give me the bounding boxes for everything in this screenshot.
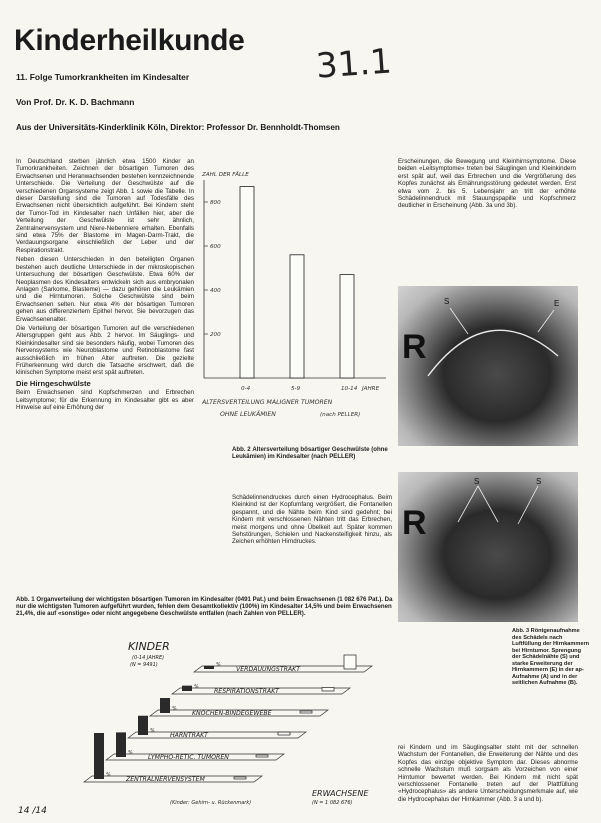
caption-label: Abb. 1 (16, 596, 35, 603)
caption-label: Abb. 2 (232, 446, 251, 453)
group-adult-sub: (N = 1 082 676) (312, 800, 353, 806)
xray-label: S (536, 477, 542, 486)
chart-x-tick-label: 0-4 (241, 386, 251, 392)
diagram-adult-bar (278, 732, 290, 735)
group-adult-label: ERWACHSENE (312, 789, 369, 798)
chart-source: (nach PELLER) (320, 412, 361, 418)
diagram-row-label: LYMPHO-RETIC. TUMOREN (148, 754, 229, 761)
caption-text: Altersverteilung bösartiger Geschwülste (ohne Leukämien) im Kindesalter (nach PELLER) (232, 446, 388, 461)
diagram-row-label: ZENTRALNERVENSYSTEM (126, 776, 205, 783)
author-line: Von Prof. Dr. K. D. Bachmann (16, 97, 135, 107)
caption-text: Röntgenaufnahme des Schädels nach Luftfüllung der Hirnkammern bei Hirntumor. Sprengung der Schädelnähte (S) und starke Erweiterung der Hirnkammern (E) in der ap-Aufnahme (A) und in der seitlichen Aufnahme (B). (512, 628, 590, 686)
body-column-3-lower (398, 744, 578, 805)
section-heading: Die Hirngeschwülste (16, 378, 91, 388)
organ-distribution-diagram (50, 632, 390, 810)
paragraph: Beim Erwachsenen sind Kopfschmerzen und Erbrechen Leitsymptome; für die Erkennung im Kindesalter gibt es aber Hinweise auf eine Erhöhung der (16, 389, 194, 411)
caption-text: Organverteilung der wichtigsten bösartigen Tumoren im Kindesalter (0491 Pat.) und beim Erwachsenen (1 082 676 Pat.). Da nur die wichtigsten Tumoren aufgeführt wurden, fehlen dem Gesamtkollektiv (100%) im Kindesalter 14,5% und beim Erwachsenen 21,4%, die auf «sonstige» oder nicht angegebene Geschwülste entfallen (nach Zahlen von PELLER). (16, 596, 393, 618)
xray-label: E (554, 299, 560, 308)
diagram-row-label: KNOCHEN-BINDEGEWEBE (192, 710, 272, 717)
diagram-child-bar (160, 698, 170, 713)
diagram-adult-bar (300, 711, 312, 713)
chart-xunit: JAHRE (362, 386, 380, 392)
xray-photo-a (398, 286, 578, 446)
diagram-adult-bar (322, 688, 334, 692)
diagram-row-label: VERDAUUNGSTRAKT (236, 666, 300, 673)
paragraph: rei Kindern und im Säuglingsalter steht mit der schnellen Wachstum der Fontanellen, die Erweiterung der Nähte und des Kopfes das einzige objektive Symptom dar. Dieses abnorme schnelle Wachstum muß sorgsam als Vorzeichen von einer Hirntumor bewertet werden. Bei Kindern mit nicht spät verschlossener Fontanelle treten auf der Plattfüllung «Hydrocephalus» als andere Unterscheidungsmerkmale auf, wie die Hydrocephalus der Hirnkammer (Abb. 3 a und b). (398, 744, 578, 803)
body-column-3 (398, 158, 576, 212)
figure-3-caption (512, 628, 590, 687)
diagram-child-bar (182, 686, 192, 691)
paragraph: Die Verteilung der bösartigen Tumoren auf die verschiedenen Altersgruppen geht aus Abb. 2 hervor. Im Säuglings- und Kleinkindesalter sind sie besonders häufig, wobei Tumoren des Nervensystems wie Neuroblastome und Retinoblastome fast ausschließlich im frühen Alter auftreten. Die gezielte Früherkennung wird durch die Tatsache erschwert, daß die klinischen Symptome meist erst spät auftreten. (16, 324, 194, 377)
chart-y-tick-label: 600 (210, 244, 221, 250)
caption-label: Abb. 3 (512, 628, 530, 634)
chart-y-tick-label: 200 (210, 332, 221, 338)
handwritten-note: 31.1 (314, 41, 394, 87)
chart-x-tick-label: 10-14 (341, 386, 358, 392)
diagram-child-bar (116, 732, 126, 757)
chart-title-line2: OHNE LEUKÄMIEN (220, 411, 276, 418)
chart-bar (340, 275, 354, 378)
group-child-sub: (N = 9491) (130, 662, 158, 668)
article-title: Kinderheilkunde (14, 24, 245, 57)
chart-y-tick-label: 800 (210, 200, 221, 206)
diagram-percent-mark: % (172, 706, 177, 712)
diagram-row-label: RESPIRATIONSTRAKT (214, 688, 279, 695)
chart-y-tick-label: 400 (210, 288, 221, 294)
chart-ylabel: ZAHL DER FÄLLE (202, 172, 249, 178)
diagram-row-label: HARNTRAKT (170, 732, 208, 739)
xray-photo-b (398, 472, 578, 622)
paragraph: Erscheinungen, die Bewegung und Kleinhirnsymptome. Diese beiden «Leitsymptome» treten bei Säuglingen und Kleinkindern erst spät auf, weil das Erbrechen und die Vergrößerung des Kopfes zunächst als Ernährungsstörung gedeutet werden. Erst etwa vom 2. bis 5. Lebensjahr an tritt der erhöhte Schädelinnendruck mit Stauungspapille und Kopfschmerz deutlicher in Erscheinung (Abb. 3a und 3b). (398, 158, 576, 210)
diagram-percent-mark: % (216, 662, 221, 668)
chart-bar (290, 255, 304, 378)
diagram-child-bar (138, 716, 148, 735)
group-child-sub: (0-14 JAHRE) (132, 655, 165, 661)
figure-2-caption (232, 446, 392, 460)
diagram-percent-mark: % (106, 772, 111, 778)
paragraph: Neben diesen Unterschieden in den beteiligten Organen bestehen auch deutliche Unterschiede in der mikroskopischen Untersuchung der bösartigen Geschwülste. Etwa 60% der Neoplasmen des Kindesalters entwickeln sich aus embryonalen Anlagen (Sarkome, Blasteme) — dazu gehören die Leukämien und die Hirntumoren. Solche Geschwülste sind beim Erwachsenen selten. Nur etwa 4% der bösartigen Tumoren gehen aus differenziertem Epithel hervor. Sie bevorzugen das Erwachsenenalter. (16, 256, 194, 323)
paragraph: Schädelinnendruckes durch einen Hydrocephalus. Beim Kleinkind ist der Kopfumfang vergrößert, die Fontanellen gespannt, und die Nähte beim Kind sind gedehnt; bei Kindern mit verschlossenen Nähten tritt das Erbrechen, meist morgens und ohne Übelkeit auf. Später kommen Sehstörungen, Schielen und Nackensteifigkeit hinzu, als Zeichen erhöhten Hirndruckes. (232, 494, 392, 546)
diagram-adult-bar (234, 777, 246, 779)
diagram-child-bar (204, 666, 214, 669)
cns-note: (Kinder: Gehirn- u. Rückenmark) (170, 800, 252, 806)
diagram-percent-mark: % (150, 728, 155, 734)
diagram-percent-mark: % (194, 684, 199, 690)
body-column-1 (16, 158, 194, 413)
xray-letter: R (402, 504, 427, 542)
xray-label: S (474, 477, 480, 486)
chart-x-tick-label: 5-9 (291, 386, 301, 392)
chart-bar (240, 187, 254, 378)
body-column-2 (232, 494, 392, 548)
age-distribution-chart (200, 160, 390, 432)
paragraph: In Deutschland sterben jährlich etwa 1500 Kinder an Tumorkrankheiten. Zeichnen der bösartigen Tumoren des Erwachsenen und Heranwachsenden bestehen kennzeichnende Unterschiede. Die Verteilung der Geschwülste auf die verschiedenen Organsysteme zeigt Abb. 1 sowie die Tabelle. In dieser Darstellung sind die Tumoren auf Todesfälle des Erwachsenen nicht übersichtlich aufgeführt. Bei Kindern steht der Tumor-Tod im Kindesalter nach Unfällen hier, aber die Verteilung der Geschwülste ist sehr ähnlich, Zentralnervensystem und Niere-Nebenniere erhalten. Ebenfalls sind etwa 75% der Blastome im Magen-Darm-Trakt, die Verdauungsorgane einschließlich der Leber und der Respirationstrakt. (16, 158, 194, 254)
group-child-label: KINDER (128, 640, 170, 653)
diagram-child-bar (94, 733, 104, 779)
diagram-adult-bar (344, 655, 356, 669)
xray-letter: R (402, 328, 427, 366)
chart-title-line1: ALTERSVERTEILUNG MALIGNER TUMOREN (202, 399, 333, 406)
figure-1-caption (16, 596, 396, 617)
diagram-adult-bar (256, 755, 268, 757)
series-line: 11. Folge Tumorkrankheiten im Kindesalter (16, 72, 190, 82)
page-number: 14 /14 (18, 806, 47, 816)
diagram-percent-mark: % (128, 750, 133, 756)
xray-label: S (444, 297, 450, 306)
affiliation-line: Aus der Universitäts-Kinderklinik Köln, Direktor: Professor Dr. Bennholdt-Thomsen (16, 123, 340, 132)
